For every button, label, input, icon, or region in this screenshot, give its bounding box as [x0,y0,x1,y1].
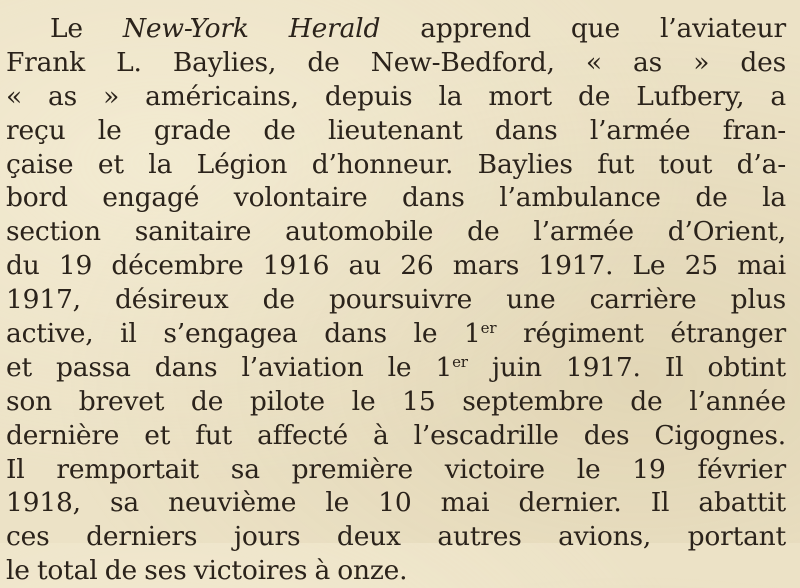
text-line: ces derniers jours deux autres avions, portant [6,521,786,553]
text-line: et passa dans l’aviation le 1er juin 1917. Il obtint [6,351,787,383]
text-line: du 19 décembre 1916 au 26 mars 1917. Le 25 mai [6,250,786,282]
text-line: Frank L. Baylies, de New-Bedford, « as » des [6,46,786,78]
text-line: Le New-York Herald apprend que l’aviateur [50,13,787,44]
text-line: dernière et fut affecté à l’escadrille des Cigognes. [6,419,786,451]
ordinal-superscript: er [452,352,468,371]
text-line: 1917, désireux de poursuivre une carrière plus [6,284,786,316]
text-line: son brevet de pilote le 15 septembre de l’année [6,385,786,417]
text-line: active, il s’engagea dans le 1er régiment étranger [6,318,787,350]
newspaper-name: New-York Herald [122,13,381,44]
ordinal-superscript: er [480,319,497,338]
text-line: le total de ses victoires à onze. [6,555,408,587]
text-line: bord engagé volontaire dans l’ambulance de la [6,182,786,214]
text-line: 1918, sa neuvième le 10 mai dernier. Il abattit [6,487,786,519]
text-line: section sanitaire automobile de l’armée d’Orient, [6,216,786,248]
text-line: « as » américains, depuis la mort de Lufbery, a [6,80,786,112]
text-line: reçu le grade de lieutenant dans l’armée fran- [6,114,786,146]
text-line: Il remportait sa première victoire le 19 février [6,453,786,485]
text-line: çaise et la Légion d’honneur. Baylies fut tout d’a- [6,148,786,180]
